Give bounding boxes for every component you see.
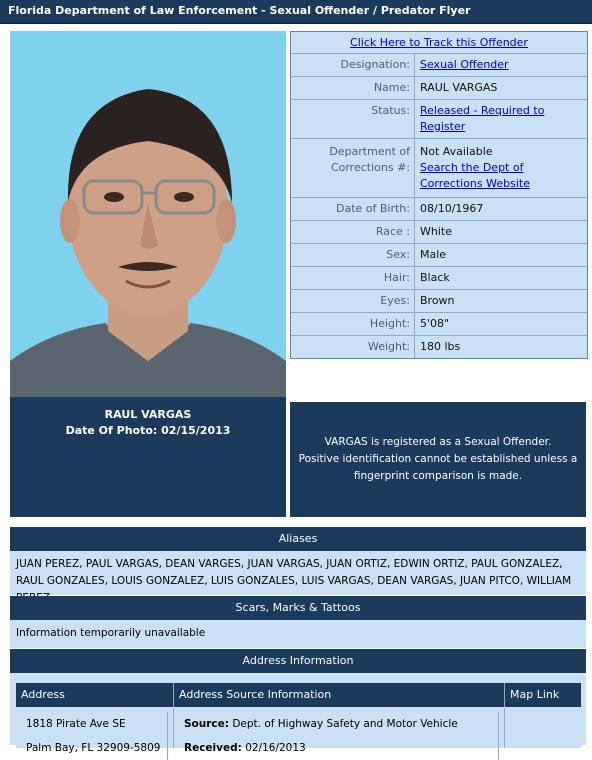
designation-link[interactable]: Sexual Offender	[420, 58, 509, 71]
track-offender-link[interactable]: Click Here to Track this Offender	[350, 36, 528, 49]
sex-row	[291, 244, 587, 267]
address-table	[10, 675, 586, 754]
aliases-header: Aliases	[10, 527, 586, 551]
identification-notice	[290, 402, 586, 517]
address-line-2: Palm Bay, FL 32909-5809	[21, 736, 168, 760]
status-row	[291, 100, 587, 139]
offender-photo	[10, 31, 286, 397]
source-value: Dept. of Highway Safety and Motor Vehicle	[232, 718, 458, 730]
photo-caption-date: Date Of Photo: 02/15/2013	[65, 424, 231, 437]
photo-caption	[10, 407, 286, 439]
race-label: Race :	[291, 221, 415, 243]
address-row	[16, 708, 581, 754]
map-link-cell[interactable]	[505, 708, 581, 748]
address-line-1: 1818 Pirate Ave SE	[21, 712, 168, 736]
track-offender-row	[291, 32, 587, 54]
aliases-section	[10, 527, 586, 595]
doc-number-row	[291, 139, 587, 198]
photo-caption-name: RAUL VARGAS	[104, 408, 192, 421]
dob-value: 08/10/1967	[420, 202, 484, 215]
source-label: Source:	[184, 718, 229, 730]
weight-value: 180 lbs	[420, 340, 461, 353]
scars-section	[10, 596, 586, 648]
received-label: Received:	[184, 742, 242, 754]
name-label: Name:	[291, 77, 415, 99]
status-link[interactable]: Released - Required to Register	[420, 104, 545, 133]
aliases-text: JUAN PEREZ, PAUL VARGAS, DEAN VARGES, JUAN VARGAS, JUAN ORTIZ, EDWIN ORTIZ, PAUL GONZALEZ, RAUL GONZALES, LOUIS GONZALEZ, LUIS GONZALES, LUIS VARGAS, DEAN VARGAS, JUAN PITCO, WILLIAM	[16, 558, 572, 587]
source-column-header: Address Source Information	[174, 683, 505, 707]
height-row	[291, 313, 587, 336]
notice-line-1: VARGAS is registered as a Sexual Offender.	[324, 436, 552, 448]
name-row	[291, 77, 587, 100]
address-cell	[16, 708, 174, 754]
eyes-label: Eyes:	[291, 290, 415, 312]
offender-details-table	[290, 31, 588, 359]
scars-text: Information temporarily unavailable	[16, 627, 206, 639]
designation-label: Designation:	[291, 54, 415, 76]
designation-row	[291, 54, 587, 77]
hair-value: Black	[420, 271, 450, 284]
doc-search-link[interactable]: Search the Dept of Corrections Website	[420, 161, 530, 190]
dob-label: Date of Birth:	[291, 198, 415, 220]
page-title: Florida Department of Law Enforcement - Sexual Offender / Predator Flyer	[0, 0, 592, 24]
address-section	[10, 649, 586, 675]
sex-value: Male	[420, 248, 447, 261]
map-column-header: Map Link	[510, 688, 560, 701]
address-header: Address Information	[10, 649, 586, 673]
race-value: White	[420, 225, 452, 238]
photo-panel	[10, 31, 286, 517]
status-label: Status:	[291, 100, 415, 138]
hair-label: Hair:	[291, 267, 415, 289]
address-column-header: Address	[16, 683, 174, 707]
height-value: 5'08"	[420, 317, 450, 330]
sex-label: Sex:	[291, 244, 415, 266]
doc-number-value: Not Available	[420, 145, 493, 158]
source-cell	[174, 708, 505, 754]
address-table-header	[16, 683, 581, 707]
eyes-value: Brown	[420, 294, 455, 307]
weight-row	[291, 336, 587, 358]
name-value: RAUL VARGAS	[420, 81, 498, 94]
received-value: 02/16/2013	[245, 742, 306, 754]
dob-row	[291, 198, 587, 221]
height-label: Height:	[291, 313, 415, 335]
doc-number-label: Department of Corrections #:	[291, 139, 415, 197]
notice-line-2: Positive identification cannot be established unless a fingerprint comparison is made.	[298, 453, 578, 482]
weight-label: Weight:	[291, 336, 415, 358]
race-row	[291, 221, 587, 244]
hair-row	[291, 267, 587, 290]
scars-header: Scars, Marks & Tattoos	[10, 596, 586, 620]
eyes-row	[291, 290, 587, 313]
offender-photo-illustration	[10, 31, 286, 397]
